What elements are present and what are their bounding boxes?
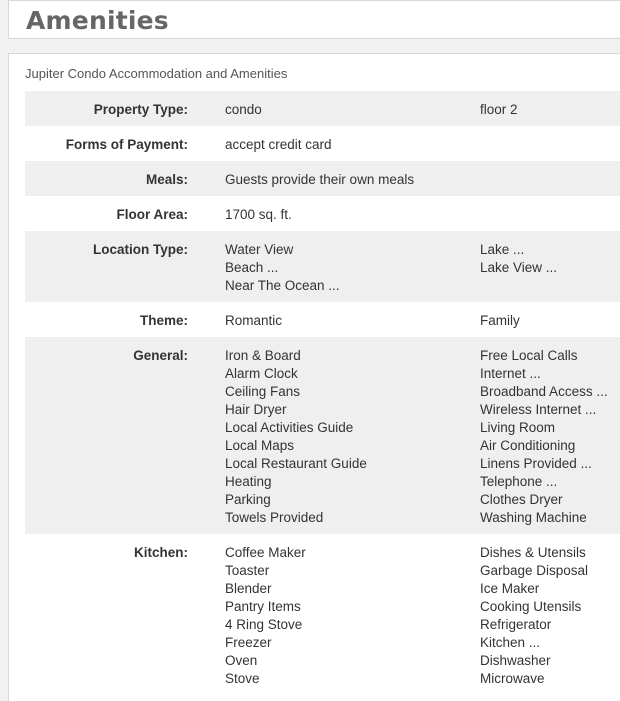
amenity-item: Telephone ... bbox=[480, 474, 558, 489]
amenity-label: Meals: bbox=[145, 172, 188, 187]
amenity-item: 1700 sq. ft. bbox=[225, 207, 292, 222]
amenity-row bbox=[25, 534, 620, 695]
amenity-item: Air Conditioning bbox=[480, 438, 576, 453]
amenity-label: Property Type: bbox=[93, 102, 188, 117]
amenity-item: Cooking Utensils bbox=[480, 599, 582, 614]
amenity-values-col2 bbox=[480, 136, 620, 154]
amenity-values-col2 bbox=[480, 171, 620, 189]
amenity-item: Kitchen ... bbox=[480, 635, 541, 650]
amenity-item: Free Local Calls bbox=[480, 348, 578, 363]
amenity-item: Toaster bbox=[225, 563, 270, 578]
amenity-values-col1 bbox=[225, 206, 480, 224]
amenity-values-col1 bbox=[225, 101, 480, 119]
amenity-values-col1 bbox=[225, 312, 480, 330]
amenity-item: Local Maps bbox=[225, 438, 295, 453]
amenity-item: Family bbox=[480, 313, 520, 328]
amenity-item: Living Room bbox=[480, 420, 556, 435]
amenity-item: Pantry Items bbox=[225, 599, 301, 614]
amenity-row bbox=[25, 196, 620, 231]
amenity-item: Alarm Clock bbox=[225, 366, 298, 381]
amenities-table bbox=[25, 91, 620, 695]
amenity-item: Dishes & Utensils bbox=[480, 545, 586, 560]
amenity-item: Oven bbox=[225, 653, 258, 668]
amenity-item: condo bbox=[225, 102, 262, 117]
amenity-row bbox=[25, 161, 620, 196]
amenity-row bbox=[25, 91, 620, 126]
page-title: Amenities bbox=[26, 6, 169, 35]
amenity-values-col1 bbox=[225, 136, 480, 154]
amenity-item: Freezer bbox=[225, 635, 272, 650]
amenity-item: Near The Ocean ... bbox=[225, 278, 340, 293]
amenity-values-col2 bbox=[480, 544, 620, 688]
amenity-item: Microwave bbox=[480, 671, 545, 686]
amenity-values-col1 bbox=[225, 171, 480, 189]
amenity-label: Kitchen: bbox=[134, 545, 188, 560]
amenity-values-col1 bbox=[225, 241, 480, 295]
amenity-values-col1 bbox=[225, 347, 480, 527]
amenity-item: Water View bbox=[225, 242, 294, 257]
amenity-item: Hair Dryer bbox=[225, 402, 287, 417]
amenity-item: Guests provide their own meals bbox=[225, 172, 415, 187]
amenity-item: Local Restaurant Guide bbox=[225, 456, 367, 471]
amenity-row bbox=[25, 337, 620, 534]
amenity-item: Towels Provided bbox=[225, 510, 324, 525]
amenity-item: Stove bbox=[225, 671, 260, 686]
panel-title: Jupiter Condo Accommodation and Amenities bbox=[25, 66, 288, 81]
amenity-item: Romantic bbox=[225, 313, 283, 328]
amenity-item: Lake View ... bbox=[480, 260, 558, 275]
amenity-row bbox=[25, 126, 620, 161]
amenity-item: Parking bbox=[225, 492, 271, 507]
amenity-label: General: bbox=[133, 348, 188, 363]
amenity-item: Iron & Board bbox=[225, 348, 301, 363]
amenity-values-col2 bbox=[480, 312, 620, 330]
amenity-item: Garbage Disposal bbox=[480, 563, 589, 578]
amenity-label: Floor Area: bbox=[116, 207, 188, 222]
amenity-values-col2 bbox=[480, 347, 620, 527]
amenity-item: Coffee Maker bbox=[225, 545, 306, 560]
amenity-item: Heating bbox=[225, 474, 272, 489]
amenity-item: Lake ... bbox=[480, 242, 525, 257]
amenity-label: Forms of Payment: bbox=[65, 137, 188, 152]
amenity-values-col1 bbox=[225, 544, 480, 688]
amenity-item: Local Activities Guide bbox=[225, 420, 354, 435]
amenity-item: Beach ... bbox=[225, 260, 279, 275]
amenity-item: Linens Provided ... bbox=[480, 456, 592, 471]
amenity-item: Wireless Internet ... bbox=[480, 402, 597, 417]
amenity-item: 4 Ring Stove bbox=[225, 617, 303, 632]
amenity-values-col2 bbox=[480, 241, 620, 295]
amenity-item: Internet ... bbox=[480, 366, 541, 381]
amenity-item: Dishwasher bbox=[480, 653, 551, 668]
amenity-item: Blender bbox=[225, 581, 272, 596]
page-header bbox=[8, 0, 620, 39]
amenity-item: Ice Maker bbox=[480, 581, 540, 596]
amenity-label: Location Type: bbox=[92, 242, 188, 257]
amenity-item: Washing Machine bbox=[480, 510, 587, 525]
amenity-item: Ceiling Fans bbox=[225, 384, 301, 399]
amenity-item: floor 2 bbox=[480, 102, 518, 117]
amenities-panel bbox=[8, 53, 620, 701]
amenity-values-col2 bbox=[480, 206, 620, 224]
amenity-item: Broadband Access ... bbox=[480, 384, 608, 399]
amenity-item: Clothes Dryer bbox=[480, 492, 563, 507]
amenity-item: Refrigerator bbox=[480, 617, 552, 632]
amenity-row bbox=[25, 231, 620, 302]
amenity-row bbox=[25, 302, 620, 337]
amenity-values-col2 bbox=[480, 101, 620, 119]
amenity-label: Theme: bbox=[139, 313, 188, 328]
amenity-item: accept credit card bbox=[225, 137, 332, 152]
